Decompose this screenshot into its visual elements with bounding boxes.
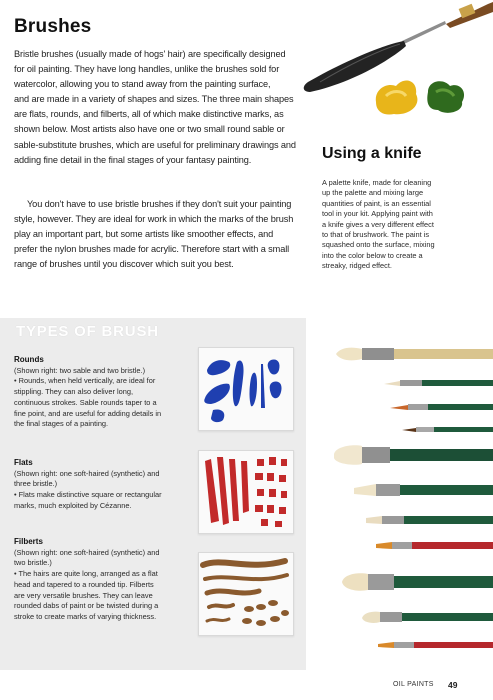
text-line: • Rounds, when held vertically, are ideal for: [14, 376, 156, 386]
filberts-title: Filberts: [14, 537, 43, 546]
text-line: head and tapered to a rounded tip. Filberts: [14, 579, 154, 589]
using-a-knife-text: [322, 178, 462, 272]
rounds-description: [14, 355, 190, 430]
flats-description: [14, 458, 190, 512]
text-line: are flats, rounds, and filberts, all of which make distinctive marks, as: [14, 109, 284, 120]
flats-swatch: [198, 450, 294, 534]
text-line: Bristle brushes (usually made of hogs' hair) are specifically designed: [14, 49, 286, 59]
text-line: into the color below to create a: [322, 250, 423, 260]
text-line: watercolor, allowing you to stand away from the painting surface,: [14, 79, 271, 90]
text-line: You don't have to use bristle brushes if they don't suit your painting: [27, 199, 292, 209]
text-line: stippling. They can also deliver long,: [14, 387, 134, 397]
text-line: • Flats make distinctive square or rectangular: [14, 490, 162, 500]
flats-title: Flats: [14, 458, 33, 467]
page-number: 49: [448, 680, 458, 690]
text-line: squashed onto the surface, mixing: [322, 240, 435, 250]
text-line: a knife gives a very different effect: [322, 219, 434, 229]
text-line: up the palette and mixing large: [322, 188, 424, 198]
text-line: to that of brushwork. The paint is: [322, 230, 430, 240]
rounds-swatch: [198, 347, 294, 431]
section-label: OIL PAINTS: [393, 681, 434, 688]
text-line: (Shown right: one soft-haired (synthetic) and: [14, 547, 160, 557]
paint-blobs: [372, 72, 472, 122]
text-line: tool in your kit. Applying paint with: [322, 209, 433, 219]
text-line: and are made in a variety of shapes and sizes. The three main shapes: [14, 94, 294, 105]
text-line: for oil painting. They have long handles, unlike the brushes sold for: [14, 64, 280, 75]
brushes-illustration: [318, 328, 493, 658]
text-line: quantities of paint, is an essential: [322, 198, 431, 208]
text-line: marks, much exploited by Cézanne.: [14, 500, 132, 510]
text-line: sable-substitute brushes, which are useful for preliminary drawings and: [14, 139, 296, 150]
text-line: A palette knife, made for cleaning: [322, 178, 432, 187]
text-line: rounded dabs of paint or be twisted during a: [14, 601, 159, 611]
filberts-swatch: [198, 552, 294, 636]
types-of-brush-heading: TYPES OF BRUSH: [16, 323, 159, 340]
text-line: range of brushes until you discover which suit you best.: [14, 259, 234, 270]
text-line: three bristle.): [14, 479, 58, 489]
text-line: (Shown right: one soft-haired (synthetic) and: [14, 468, 160, 478]
text-line: the final stages of a painting.: [14, 419, 109, 429]
text-line: play an important part, but some artists like smoother effects, and: [14, 229, 274, 240]
rounds-title: Rounds: [14, 355, 44, 364]
text-line: style, however. They are ideal for work in which the marks of the brush: [14, 214, 294, 225]
text-line: shown below. Most artists also have one or two small round sable or: [14, 124, 285, 135]
text-line: adding fine detail in the final stages of your fantasy painting.: [14, 154, 252, 165]
text-line: continuous strokes. Sable rounds taper to a: [14, 397, 157, 407]
text-line: fine point, and are useful for adding details in: [14, 408, 162, 418]
text-line: are very versatile brushes. They can leave: [14, 590, 153, 600]
brushes-heading: Brushes: [14, 16, 92, 37]
brushes-paragraph-2: [14, 197, 299, 272]
text-line: streaky, ridged effect.: [322, 261, 392, 271]
brushes-paragraph-1: [14, 47, 299, 168]
filberts-description: [14, 537, 190, 623]
text-line: • The hairs are quite long, arranged as a flat: [14, 569, 158, 579]
using-a-knife-heading: Using a knife: [322, 145, 422, 162]
text-line: (Shown right: two sable and two bristle.): [14, 365, 146, 375]
text-line: stroke to create marks of varying thickness.: [14, 611, 157, 621]
text-line: two bristle.): [14, 558, 52, 568]
text-line: prefer the nylon brushes made for acrylic. Therefore start with a small: [14, 244, 290, 255]
